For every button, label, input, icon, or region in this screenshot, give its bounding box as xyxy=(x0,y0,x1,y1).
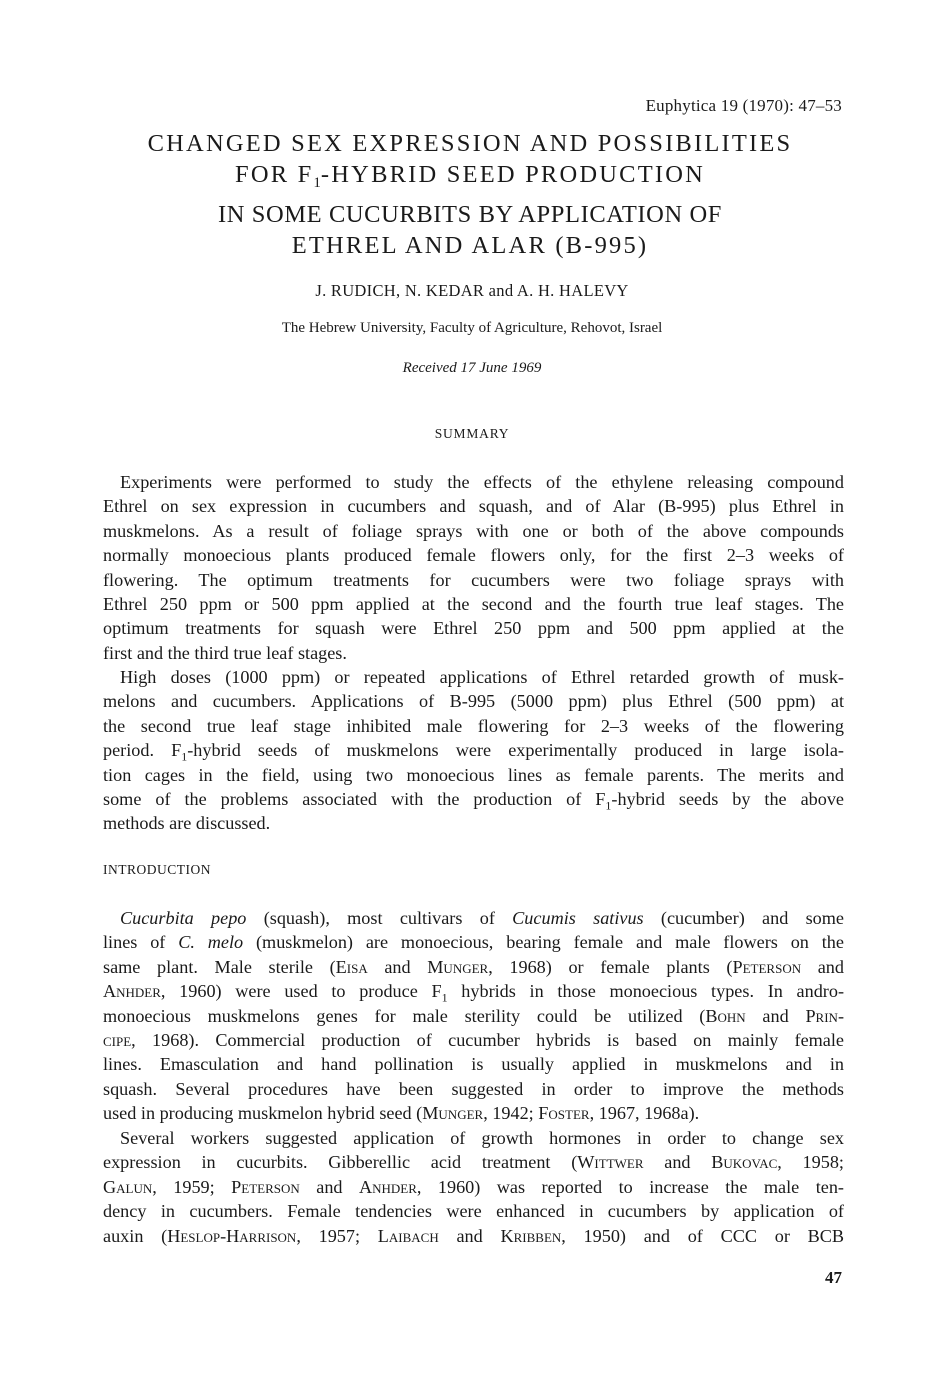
text-fragment: -hybrid seeds by the above xyxy=(611,788,844,809)
introduction-heading: INTRODUCTION xyxy=(103,862,211,877)
text-line: melons and cucumbers. Applications of B-995 (5000 ppm) plus Ethrel (500 ppm) at xyxy=(103,691,844,712)
text-line xyxy=(103,1175,844,1199)
text-line: tion cages in the field, using two monoecious lines as female parents. The merits and xyxy=(103,764,844,785)
paper-title xyxy=(60,128,880,261)
summary-heading: SUMMARY xyxy=(434,426,510,441)
text-fragment: expression in cucurbits. Gibberellic acid treatment ( xyxy=(103,1152,578,1173)
title-line-4: ETHREL AND ALAR (B-995) xyxy=(291,232,649,259)
page-number: 47 xyxy=(825,1268,842,1287)
text-line: Ethrel on sex expression in cucumbers and squash, and of Alar (B-995) plus Ethrel in xyxy=(103,496,844,517)
text-fragment: used in producing muskmelon hybrid seed ( xyxy=(103,1103,423,1124)
citation-author: Munger xyxy=(427,956,489,977)
text-fragment: and xyxy=(801,956,844,977)
text-fragment: and xyxy=(299,1176,359,1197)
text-fragment: and xyxy=(438,1225,501,1246)
text-fragment: and xyxy=(643,1152,712,1173)
text-fragment: , 1960) were used to produce F xyxy=(160,981,442,1002)
citation-author: Wittwer xyxy=(577,1152,644,1173)
text-line xyxy=(103,1150,844,1174)
title-subscript: 1 xyxy=(313,175,321,191)
text-fragment: , 1968). Commercial production of cucumber hybrids is based on mainly female xyxy=(131,1029,844,1050)
authors: J. RUDICH, N. KEDAR and A. H. HALEVY xyxy=(315,281,629,300)
text-fragment: -hybrid seeds of muskmelons were experimentally produced in large isola- xyxy=(187,740,844,761)
text-fragment: , 1957; xyxy=(296,1225,378,1246)
title-line-2 xyxy=(60,159,880,199)
text-fragment: and xyxy=(367,956,428,977)
affiliation: The Hebrew University, Faculty of Agriculture, Rehovot, Israel xyxy=(281,320,663,336)
text-fragment: same plant. Male sterile ( xyxy=(103,956,336,977)
text-fragment: , 1959; xyxy=(152,1176,232,1197)
species-name: C. melo xyxy=(178,932,244,953)
text-fragment: (cucumber) and some xyxy=(643,908,844,928)
citation-author: Heslop-Harrison xyxy=(167,1225,297,1246)
text-line: lines. Emasculation and hand pollination is usually applied in muskmelons and in xyxy=(103,1054,844,1075)
citation-author: Laibach xyxy=(377,1225,439,1246)
text-line xyxy=(103,930,844,954)
text-line: methods are discussed. xyxy=(103,813,271,834)
text-line: Experiments were performed to study the effects of the ethylene releasing compound xyxy=(120,472,844,492)
journal-reference: Euphytica 19 (1970): 47–53 xyxy=(645,96,842,115)
citation-author: Kribben xyxy=(500,1225,562,1246)
subscript: 1 xyxy=(605,798,612,813)
citation-author: Anhder xyxy=(103,981,161,1002)
text-fragment: , 1950) and of CCC or BCB xyxy=(561,1225,845,1246)
text-line: High doses (1000 ppm) or repeated applications of Ethrel retarded growth of musk- xyxy=(120,667,844,687)
citation-author: Anhder xyxy=(358,1176,417,1197)
text-fragment: auxin ( xyxy=(103,1225,168,1246)
text-fragment: , 1968) or female plants ( xyxy=(488,956,733,977)
citation-author: Bukovac xyxy=(711,1152,778,1173)
text-line: the second true leaf stage inhibited male flowering for 2–3 weeks of the flowering xyxy=(103,715,844,736)
species-name: Cucurbita pepo xyxy=(120,908,247,928)
text-fragment: , 1960) was reported to increase the male ten- xyxy=(416,1176,844,1197)
text-line: flowering. The optimum treatments for cucumbers were two foliage sprays with xyxy=(103,569,844,590)
summary-paragraph-2 xyxy=(103,665,844,836)
text-line xyxy=(103,979,844,1003)
text-fragment: , 1942; xyxy=(483,1103,539,1124)
citation-author: Bohn xyxy=(705,1005,746,1026)
title-line-3: IN SOME CUCURBITS BY APPLICATION OF xyxy=(217,201,723,228)
text-line: squash. Several procedures have been suggested in order to improve the methods xyxy=(103,1078,844,1099)
text-line xyxy=(103,1004,844,1028)
text-line: muskmelons. As a result of foliage sprays with one or both of the above compounds xyxy=(103,520,844,541)
subscript: 1 xyxy=(181,749,188,764)
text-fragment: period. F xyxy=(103,740,182,761)
citation-author: Peterson xyxy=(732,956,802,977)
citation-author: Prin- xyxy=(805,1005,844,1026)
text-line xyxy=(103,906,844,930)
title-line-2-post: -HYBRID SEED PRODUCTION xyxy=(320,161,705,188)
text-fragment: hybrids in those monoecious types. In andro- xyxy=(447,981,845,1002)
text-fragment: some of the problems associated with the production of F xyxy=(103,788,606,809)
citation-author: Munger xyxy=(422,1103,484,1124)
introduction-paragraph-1 xyxy=(103,906,844,1126)
text-line: Ethrel 250 ppm or 500 ppm applied at the second and the fourth true leaf stages. The xyxy=(103,593,844,614)
text-fragment: monoecious muskmelons genes for male sterility could be utilized ( xyxy=(103,1005,706,1026)
text-line xyxy=(103,955,844,979)
text-fragment: lines of xyxy=(103,932,179,953)
citation-author: Galun xyxy=(103,1176,153,1197)
citation-author: Eisa xyxy=(335,956,368,977)
text-fragment: and xyxy=(745,1005,806,1026)
text-line: Several workers suggested application of growth hormones in order to change sex xyxy=(120,1128,844,1148)
text-line xyxy=(103,1101,844,1125)
received-date: Received 17 June 1969 xyxy=(402,360,542,376)
text-line xyxy=(103,1028,844,1052)
text-line: first and the third true leaf stages. xyxy=(103,642,347,663)
text-fragment: , 1958; xyxy=(777,1152,844,1173)
introduction-paragraph-2 xyxy=(103,1126,844,1248)
species-name: Cucumis sativus xyxy=(512,908,644,928)
text-line xyxy=(103,738,844,762)
summary-paragraph-1 xyxy=(103,470,844,665)
citation-author: Peterson xyxy=(231,1176,300,1197)
citation-author: Foster xyxy=(538,1103,590,1124)
text-line: dency in cucumbers. Female tendencies were enhanced in cucumbers by application of xyxy=(103,1201,844,1222)
citation-author: cipe xyxy=(103,1029,132,1050)
title-line-1: CHANGED SEX EXPRESSION AND POSSIBILITIES xyxy=(147,130,793,157)
text-line xyxy=(103,1224,844,1248)
text-line: normally monoecious plants produced female flowers only, for the first 2–3 weeks of xyxy=(103,545,844,566)
title-line-2-pre: FOR F xyxy=(235,161,314,188)
text-fragment: (muskmelon) are monoecious, bearing female and male flowers on the xyxy=(243,932,844,953)
subscript: 1 xyxy=(441,990,448,1005)
text-line: optimum treatments for squash were Ethrel 250 ppm and 500 ppm applied at the xyxy=(103,618,844,639)
text-line xyxy=(103,787,844,811)
text-fragment: , 1967, 1968a). xyxy=(589,1103,700,1124)
text-fragment: (squash), most cultivars of xyxy=(246,908,513,928)
